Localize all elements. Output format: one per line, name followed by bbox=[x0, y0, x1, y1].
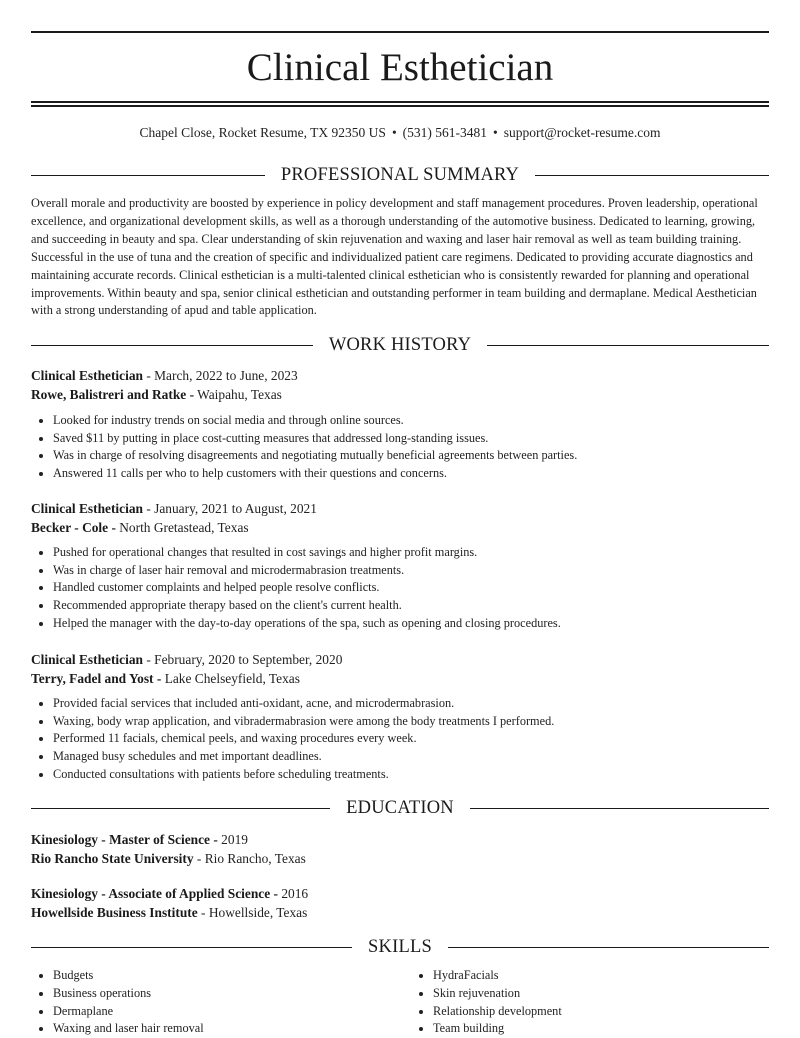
job-dates: - March, 2022 to June, 2023 bbox=[146, 368, 298, 383]
summary-paragraph: Overall morale and productivity are boosted by experience in policy development and staff management procedures. Proven leadership, operational excellence, and organizational development skills, as well as a thorough understanding of the automotive business. Dedicated to learning, growing, and succeeding in beauty and spa. Clear understanding of skin rejuvenation and waxing and laser hair removal as well as team building training. Successful in the use of tuna and the creation of specific and individualized patient care regimens. Dedicated to providing accurate diagnostics and maintaining accurate records. Clinical esthetician is a multi-talented clinical esthetician who is consistently rewarded for planning and operational improvements. Within beauty and spa, senior clinical esthetician and outstanding performer in team building and dermaplane. Medical Aesthetician with a strong understanding of apud and table application. bbox=[31, 196, 758, 318]
degree-year: 2019 bbox=[221, 832, 248, 847]
job-entry bbox=[31, 499, 769, 537]
contact-line bbox=[0, 124, 800, 142]
school-name: Howellside Business Institute bbox=[31, 905, 198, 920]
section-header-work bbox=[31, 334, 769, 356]
section-rule-left bbox=[31, 947, 352, 948]
skill-item: • Team building bbox=[433, 1020, 769, 1038]
school-name: Rio Rancho State University bbox=[31, 851, 194, 866]
skill-item: • Relationship development bbox=[433, 1003, 769, 1021]
skill-item: • Budgets bbox=[53, 967, 389, 985]
section-title: EDUCATION bbox=[346, 798, 454, 818]
degree-line bbox=[31, 830, 769, 849]
job-location: Lake Chelseyfield, Texas bbox=[164, 671, 300, 686]
contact-address: Chapel Close, Rocket Resume, TX 92350 US bbox=[139, 125, 386, 140]
section-title: PROFESSIONAL SUMMARY bbox=[280, 165, 520, 185]
list-item: • Recommended appropriate therapy based on the client's current health. bbox=[53, 597, 791, 615]
section-rule-right bbox=[535, 175, 769, 176]
section-rule-left bbox=[31, 345, 313, 346]
list-item: • Answered 11 calls per who to help customers with their questions and concerns. bbox=[53, 465, 791, 483]
skill-item: • HydraFacials bbox=[433, 967, 769, 985]
degree-line bbox=[31, 884, 769, 903]
section-title: WORK HISTORY bbox=[328, 335, 472, 355]
list-item: • Saved $11 by putting in place cost-cutting measures that addressed long-standing issues. bbox=[53, 430, 791, 448]
education-entry bbox=[31, 830, 769, 868]
list-item: • Provided facial services that included anti-oxidant, acne, and microdermabrasion. bbox=[53, 695, 791, 713]
top-rule bbox=[31, 31, 769, 33]
list-item: • Managed busy schedules and met important deadlines. bbox=[53, 748, 791, 766]
list-item: • Waxing, body wrap application, and vibradermabrasion were among the body treatments I performed. bbox=[53, 713, 791, 731]
section-title: SKILLS bbox=[368, 937, 432, 957]
skill-item: • Dermaplane bbox=[53, 1003, 389, 1021]
school-line bbox=[31, 903, 769, 922]
job-title: Clinical Esthetician bbox=[31, 652, 143, 667]
job-company-line bbox=[31, 385, 769, 404]
job-dates: - January, 2021 to August, 2021 bbox=[146, 501, 317, 516]
section-rule-left bbox=[31, 808, 330, 809]
double-rule-upper bbox=[31, 101, 769, 103]
skills-column-left bbox=[31, 967, 389, 1038]
section-rule-right bbox=[448, 947, 769, 948]
section-rule-right bbox=[487, 345, 769, 346]
job-title-line bbox=[31, 650, 769, 669]
degree: Kinesiology - Associate of Applied Science - bbox=[31, 886, 278, 901]
job-title-line bbox=[31, 366, 769, 385]
job-title: Clinical Esthetician bbox=[31, 501, 143, 516]
job-title: Clinical Esthetician bbox=[31, 368, 143, 383]
job-location: Waipahu, Texas bbox=[197, 387, 282, 402]
list-item: • Looked for industry trends on social media and through online sources. bbox=[53, 412, 791, 430]
skill-item: • Waxing and laser hair removal bbox=[53, 1020, 389, 1038]
job-entry bbox=[31, 366, 769, 404]
skill-item: • Skin rejuvenation bbox=[433, 985, 769, 1003]
double-rule-lower bbox=[31, 105, 769, 107]
section-rule-left bbox=[31, 175, 265, 176]
job-company: Rowe, Balistreri and Ratke - bbox=[31, 387, 195, 402]
section-rule-right bbox=[470, 808, 769, 809]
job-title-line bbox=[31, 499, 769, 518]
section-header-skills bbox=[31, 936, 769, 958]
job-bullets bbox=[31, 695, 791, 784]
list-item: • Helped the manager with the day-to-day operations of the spa, such as opening and closing procedures. bbox=[53, 615, 791, 633]
section-header-education bbox=[31, 797, 769, 819]
list-item: • Pushed for operational changes that resulted in cost savings and higher profit margins. bbox=[53, 544, 791, 562]
job-entry bbox=[31, 650, 769, 688]
education-entry bbox=[31, 884, 769, 922]
degree: Kinesiology - Master of Science - bbox=[31, 832, 218, 847]
job-dates: - February, 2020 to September, 2020 bbox=[146, 652, 343, 667]
job-company: Becker - Cole - bbox=[31, 520, 116, 535]
list-item: • Handled customer complaints and helped people resolve conflicts. bbox=[53, 579, 791, 597]
contact-separator: • bbox=[493, 125, 498, 140]
skills-list bbox=[31, 967, 769, 1038]
job-bullets bbox=[31, 412, 791, 483]
job-location: North Gretastead, Texas bbox=[119, 520, 249, 535]
contact-separator: • bbox=[391, 125, 397, 140]
job-company: Terry, Fadel and Yost - bbox=[31, 671, 162, 686]
section-header-summary bbox=[31, 164, 769, 186]
skills-column-right bbox=[411, 967, 769, 1038]
list-item: • Was in charge of resolving disagreements and negotiating mutually beneficial agreements between parties. bbox=[53, 447, 791, 465]
job-company-line bbox=[31, 518, 769, 537]
list-item: • Conducted consultations with patients before scheduling treatments. bbox=[53, 766, 791, 784]
skill-item: • Business operations bbox=[53, 985, 389, 1003]
resume-name: Clinical Esthetician bbox=[246, 46, 554, 89]
contact-email: support@rocket-resume.com bbox=[503, 125, 661, 140]
school-location: - Howellside, Texas bbox=[201, 905, 308, 920]
contact-phone: (531) 561-3481 bbox=[402, 125, 488, 140]
degree-year: 2016 bbox=[281, 886, 309, 901]
list-item: • Was in charge of laser hair removal and microdermabrasion treatments. bbox=[53, 562, 791, 580]
job-company-line bbox=[31, 669, 769, 688]
list-item: • Performed 11 facials, chemical peels, and waxing procedures every week. bbox=[53, 730, 791, 748]
school-location: - Rio Rancho, Texas bbox=[196, 851, 306, 866]
school-line bbox=[31, 849, 769, 868]
job-bullets bbox=[31, 544, 791, 633]
